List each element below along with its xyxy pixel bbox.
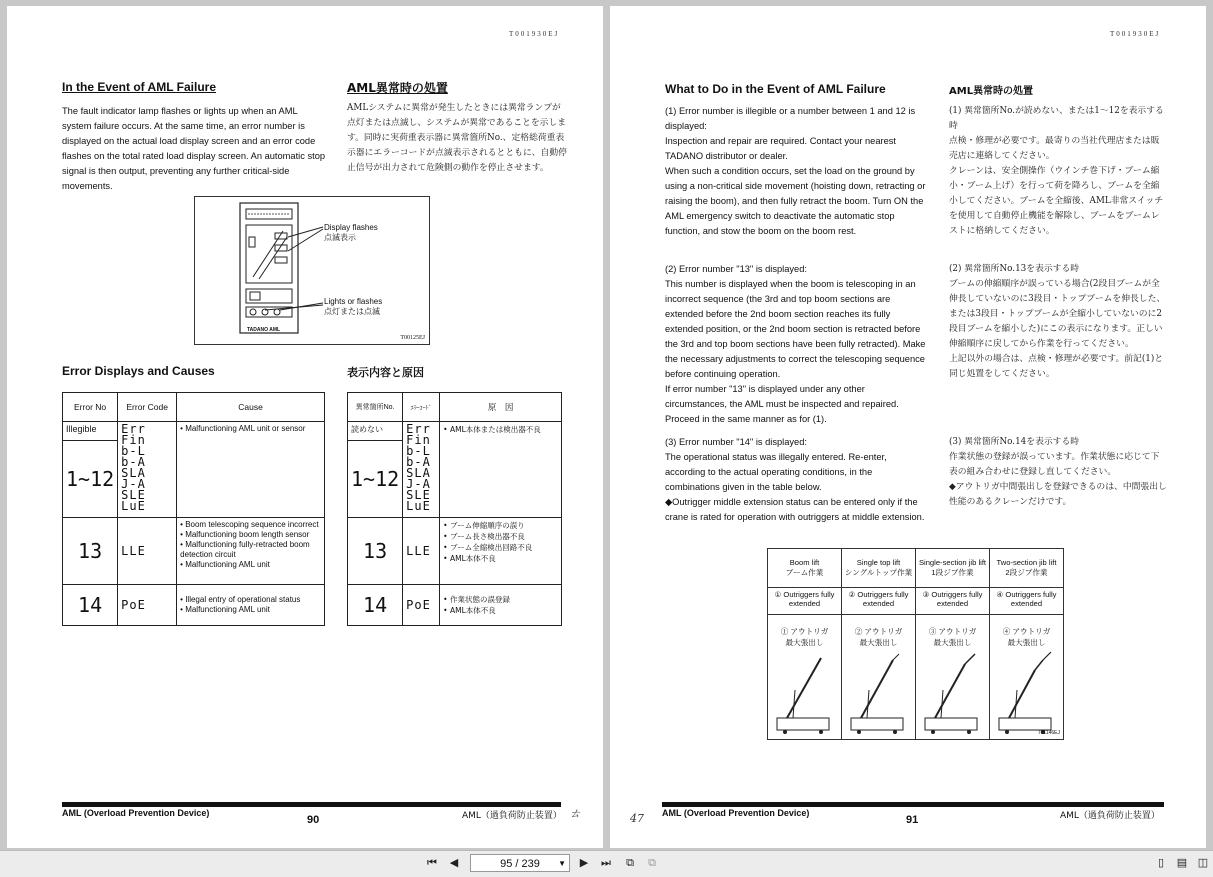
footer-rule [62, 802, 561, 807]
crane-single-jib-icon [921, 650, 981, 735]
section-3-en: (3) Error number "14" is displayed: The operational status was illegally entered. Re-enter, according to the actual operating conditions, in the combinations given in the table below. ◆Outrigger middle extension status can be entered only if the crane is rated for operation with outriggers at middle extension. [665, 437, 925, 522]
margin-note: 47 [630, 812, 644, 825]
callout-lights-en: Lights or flashes [324, 297, 383, 306]
cell-code-14-jp: PoE [403, 585, 440, 626]
status-jp-3 [916, 615, 990, 740]
status-jp-4-text: ④ アウトリガ 最大張出し [1002, 627, 1051, 647]
error-table-jp [347, 392, 562, 626]
status-jp-2-text: ② アウトリガ 最大張出し [854, 627, 903, 647]
crane-two-jib-icon [995, 650, 1055, 735]
page-number-display: 95 / 239 [500, 858, 540, 870]
cell-cause-13-jp: • ブーム伸縮順序の誤り • ブーム長さ検出器不良 • ブーム全縮検出回路不良 • AML本体不良 [440, 518, 562, 585]
header-two-jib-lift: Two-section jib lift 2段ジブ作業 [990, 549, 1064, 588]
left-page [7, 6, 603, 848]
panel-brand-label: TADANO AML [247, 327, 281, 333]
next-page-icon[interactable]: ▶ [579, 857, 589, 869]
header-error-no-jp: 異常箇所No. [348, 393, 403, 422]
body-text-jp: AMLシステムに異常が発生したときには異常ランプが点灯または点滅し、システムが異常であることを示します。同時に実荷重表示器に異常箇所No.、定格総荷重表示器にエラーコードが点滅表示されるとともに、自動停止信号が出力されて危険側の動作を停止させます。 [347, 103, 567, 173]
status-en-3: ③ Outriggers fully extended [916, 588, 990, 615]
status-jp-3-text: ③ アウトリガ 最大張出し [928, 627, 977, 647]
prev-page-icon[interactable]: ◀ [449, 857, 459, 869]
callout-lights-jp: 点灯または点滅 [324, 307, 380, 316]
status-jp-1 [768, 615, 842, 740]
body-text-en: The fault indicator lamp flashes or lights up when an AML system failure occurs. At the same time, an error number is displayed on the actual load display screen and an error code flashes on the total rated load display screen. An automatic stop signal is then output, preventing any further critical-side movements. [62, 106, 326, 191]
cell-cause-1-12: • Malfunctioning AML unit or sensor [177, 422, 325, 518]
cell-no-13-jp: 13 [348, 518, 403, 585]
viewer-toolbar [0, 850, 1213, 877]
header-single-top-lift: Single top lift シングルトップ作業 [842, 549, 916, 588]
page-number-select[interactable] [470, 854, 570, 872]
cell-cause-1-12-jp: • AML本体または検出器不良 [440, 422, 562, 518]
section-3-jp: (3) 異常箇所No.14を表示する時 作業状態の登録が誤っています。作業状態に応じて下表の組み合わせに登録し直してください。 ◆アウトリガ中間張出しを登録できるのは、中間張出し性能のあるクレーンだけです。 [949, 437, 1167, 507]
figure-id: T00125EJ [400, 335, 425, 341]
section-1-jp: (1) 異常箇所No.が読めない、または1〜12を表示する時 点検・修理が必要です。最寄りの当社代理店または販売店に連絡してください。 クレーンは、安全側操作（ウインチ巻下げ・ブーム縮小・ブーム上げ）を行って荷を降ろし、ブームを全縮小してください。ブームを全縮後、AML非常スイッチを使用して自動停止機能を解除し、ブームをブームレストに格納してください。 [949, 106, 1164, 236]
errors-title-en: Error Displays and Causes [62, 364, 215, 378]
status-jp-4 [990, 615, 1064, 740]
section-title-jp: AML異常時の処置 [949, 86, 1034, 97]
single-page-icon[interactable]: ▯ [1157, 857, 1165, 869]
header-boom-lift: Boom lift ブーム作業 [768, 549, 842, 588]
errors-title-jp: 表示内容と原因 [347, 366, 424, 379]
section-title-jp: AML異常時の処置 [347, 81, 448, 95]
page-number: 91 [906, 814, 919, 826]
crane-single-top-icon [847, 650, 907, 735]
cell-illegible: Illegible [63, 422, 118, 441]
display-panel-drawing [195, 197, 429, 344]
cell-code-13: LLE [118, 518, 177, 585]
status-jp-2 [842, 615, 916, 740]
cell-illegible-jp: 読めない [348, 422, 403, 441]
cell-code-13-jp: LLE [403, 518, 440, 585]
chevron-down-icon: ▼ [558, 859, 566, 868]
cell-cause-13: • Boom telescoping sequence incorrect • Malfunctioning boom length sensor • Malfunctioning fully-retracted boom detection circuit • Malfunctioning AML unit [177, 518, 325, 585]
status-en-1: ① Outriggers fully extended [768, 588, 842, 615]
status-en-4: ④ Outriggers fully extended [990, 588, 1064, 615]
footer-title-en: AML (Overload Prevention Device) [662, 808, 810, 818]
error-table-en [62, 392, 325, 626]
operational-status-table [767, 548, 1064, 740]
status-en-2: ② Outriggers fully extended [842, 588, 916, 615]
right-page [610, 6, 1206, 848]
footer-title-en: AML (Overload Prevention Device) [62, 808, 210, 818]
section-2-jp: (2) 異常箇所No.13を表示する時 ブームの伸縮順序が誤っている場合(2段目ブームが全伸長していないのに3段目・トップブームを伸長した、または3段目・トップブームが全縮小していないのに2段目ブームを縮小した)にこの表示になります。正しい伸縮順序に戻してから作業を行ってください。 上記以外の場合は、点検・修理が必要です。前記(1)と同じ処置をしてください。 [949, 264, 1166, 379]
page-number: 90 [307, 814, 320, 826]
cell-cause-14-jp: • 作業状態の誤登録 • AML本体不良 [440, 585, 562, 626]
cell-no-14: 14 [63, 585, 118, 626]
fit-width-icon[interactable]: ⧉ [648, 857, 656, 869]
cell-no-14-jp: 14 [348, 585, 403, 626]
footer-rule [662, 802, 1164, 807]
callout-display-flashes-en: Display flashes [324, 223, 378, 232]
header-single-jib-lift: Single-section jib lift 1段ジブ作業 [916, 549, 990, 588]
section-2-en: (2) Error number "13" is displayed: This number is displayed when the boom is telescoping in an incorrect sequence (the 3rd and top boom sections are extended before the 2nd boom section reaches its fully extended position, or the 2nd boom section is retracted before the 3rd and top boom sections have been fully retracted). Make the necessary adjustments to correct the telescoping sequence before continuing operation. If error number "13" is displayed under any other circumstances, the AML must be inspected and repaired. Proceed in the same manner as for (1). [665, 264, 926, 424]
cell-no-13: 13 [63, 518, 118, 585]
header-cause: Cause [177, 393, 325, 422]
cell-cause-14: • Illegal entry of operational status • Malfunctioning AML unit [177, 585, 325, 626]
doc-id: T001930EJ [1110, 30, 1161, 38]
status-jp-1-text: ① アウトリガ 最大張出し [780, 627, 829, 647]
footer-title-jp: AML（過負荷防止装置） [1060, 811, 1160, 821]
fit-page-icon[interactable]: ⧉ [626, 857, 634, 869]
handwritten-mark: ㄊ [569, 806, 582, 820]
two-page-icon[interactable]: ◫ [1197, 857, 1209, 869]
doc-id: T001930EJ [509, 30, 560, 38]
crane-boom-icon [773, 650, 833, 735]
continuous-icon[interactable]: ▤ [1176, 857, 1188, 869]
header-error-no: Error No [63, 393, 118, 422]
cell-codes-1-12-jp: Err Fin b-L b-A SLA J-A SLE LuE [403, 422, 440, 518]
cell-code-14: PoE [118, 585, 177, 626]
header-error-code: Error Code [118, 393, 177, 422]
header-cause-jp: 原 因 [440, 393, 562, 422]
cell-codes-1-12: Err Fin b-L b-A SLA J-A SLE LuE [118, 422, 177, 518]
first-page-icon[interactable]: ⏮ [427, 857, 437, 869]
header-error-code-jp: ｴﾗｰｺｰﾄﾞ [403, 393, 440, 422]
callout-display-flashes-jp: 点滅表示 [324, 233, 356, 242]
cell-no-1-12: 1~12 [63, 441, 118, 518]
section-1-en: (1) Error number is illegible or a number between 1 and 12 is displayed: Inspection and repair are required. Contact your nearest TADANO distributor or dealer. When such a condition occurs, set the load on the ground by using a non-critical side movement (hoisting down, retracting or raising the boom), and then fully retract the boom. Turn ON the AML emergency switch to deactivate the automatic stop function, and stow the boom on the boom rest. [665, 106, 926, 236]
display-panel-figure [194, 196, 430, 345]
section-title-en: In the Event of AML Failure [62, 80, 217, 94]
last-page-icon[interactable]: ⏭ [601, 857, 611, 869]
cell-no-1-12-jp: 1~12 [348, 441, 403, 518]
section-title-en: What to Do in the Event of AML Failure [665, 82, 886, 96]
op-figure-id: T01146EJ [1037, 730, 1060, 736]
footer-title-jp: AML（過負荷防止装置） [462, 811, 562, 821]
